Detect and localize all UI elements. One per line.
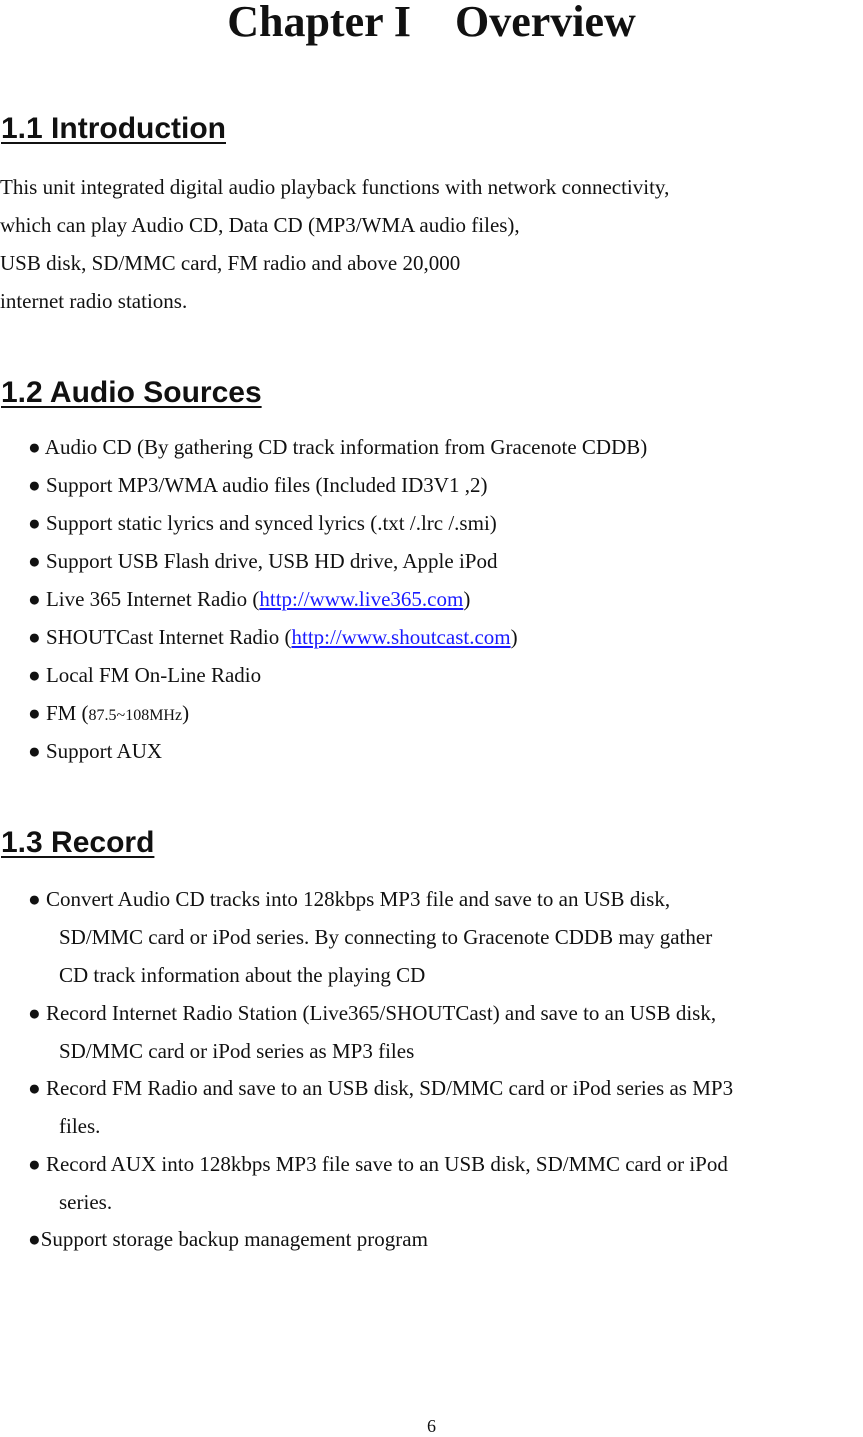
list-item-continuation: series. [59, 1190, 113, 1214]
chapter-name: Overview [454, 0, 636, 46]
chapter-title [0, 0, 863, 46]
live365-link[interactable]: http://www.live365.com [259, 587, 464, 611]
intro-line-3: USB disk, SD/MMC card, FM radio and above 20,000 [0, 251, 461, 275]
list-item: ● Support static lyrics and synced lyrics (.txt /.lrc /.smi) [28, 511, 497, 535]
list-item: ● Live 365 Internet Radio (http://www.live365.com) [28, 587, 471, 611]
list-item: ● Record FM Radio and save to an USB disk, SD/MMC card or iPod series as MP3 [28, 1076, 734, 1100]
list-item: ● Local FM On-Line Radio [28, 663, 262, 687]
intro-line-4: internet radio stations. [0, 289, 188, 313]
shoutcast-link[interactable]: http://www.shoutcast.com [291, 625, 511, 649]
list-item: ● Support MP3/WMA audio files (Included ID3V1 ,2) [28, 473, 488, 497]
list-item: ● Support USB Flash drive, USB HD drive, Apple iPod [28, 549, 498, 573]
list-item: ● SHOUTCast Internet Radio (http://www.shoutcast.com) [28, 625, 518, 649]
list-item-continuation: SD/MMC card or iPod series as MP3 files [59, 1039, 415, 1063]
audio-sources-heading: 1.2 Audio Sources [1, 376, 262, 409]
list-item-continuation: CD track information about the playing CD [59, 963, 426, 987]
list-item: ● FM (87.5~108MHz) [28, 701, 190, 725]
list-item: ●Support storage backup management program [28, 1227, 428, 1251]
list-item-continuation: SD/MMC card or iPod series. By connecting to Gracenote CDDB may gather [59, 925, 713, 949]
list-item: ● Record Internet Radio Station (Live365/SHOUTCast) and save to an USB disk, [28, 1001, 717, 1025]
introduction-heading: 1.1 Introduction [1, 112, 226, 145]
intro-line-2: which can play Audio CD, Data CD (MP3/WMA audio files), [0, 213, 520, 237]
page-number: 6 [427, 1416, 436, 1436]
list-item: ● Record AUX into 128kbps MP3 file save to an USB disk, SD/MMC card or iPod [28, 1152, 728, 1176]
list-item-continuation: files. [59, 1114, 101, 1138]
list-item: ● Support AUX [28, 739, 163, 763]
record-heading: 1.3 Record [1, 826, 155, 859]
list-item: ● Convert Audio CD tracks into 128kbps MP3 file and save to an USB disk, [28, 887, 671, 911]
list-item: ● Audio CD (By gathering CD track information from Gracenote CDDB) [28, 435, 648, 459]
intro-line-1: This unit integrated digital audio playback functions with network connectivity, [0, 175, 670, 199]
chapter-number: Chapter I [227, 0, 411, 46]
fm-frequency-range: 87.5~108MHz [88, 707, 183, 724]
